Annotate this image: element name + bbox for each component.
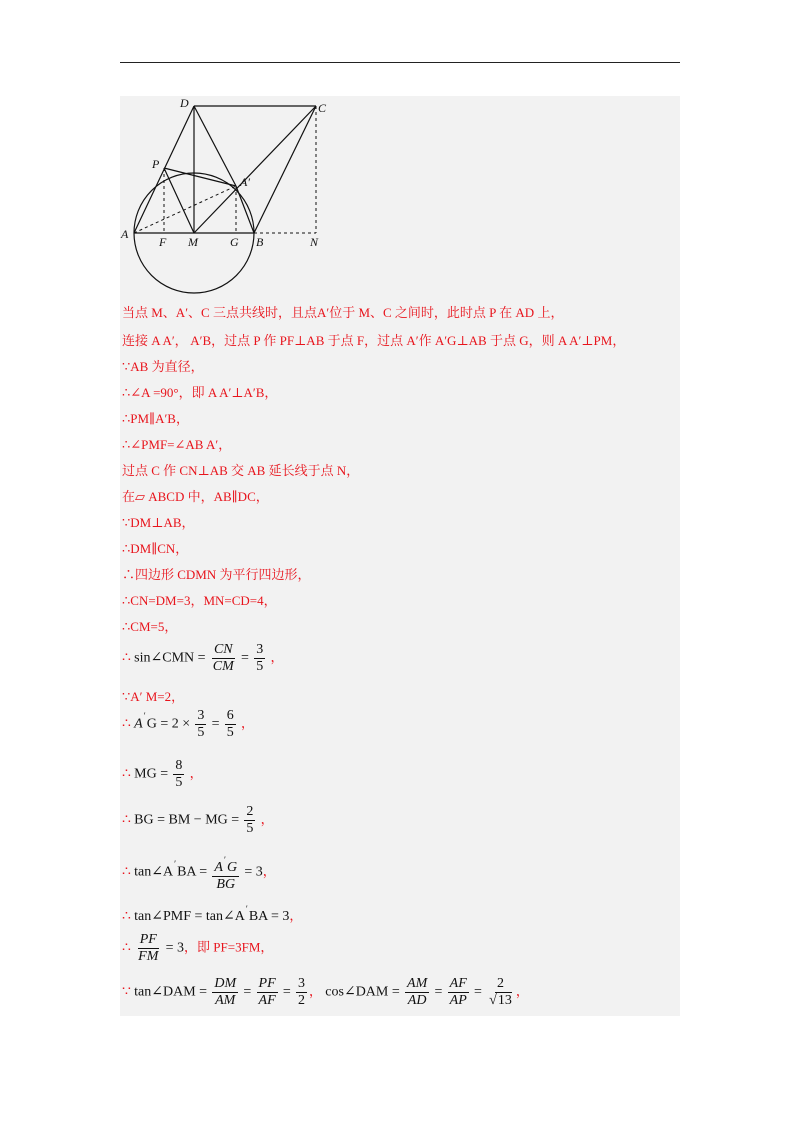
- text-line-6: ∴∠PMF=∠AB A′，: [122, 437, 232, 452]
- segment-mc: [194, 106, 316, 233]
- fraction-numerator: 8: [175, 758, 183, 773]
- fraction-numerator: CN: [213, 642, 233, 657]
- fraction-numerator: PF: [258, 976, 276, 991]
- fraction-denominator: BG: [216, 877, 236, 892]
- fraction: [254, 642, 265, 675]
- fraction-denominator: AD: [407, 993, 427, 1008]
- equation-mg: [122, 758, 203, 791]
- equation-pf-fm: [122, 932, 273, 965]
- eq-text: G = 2 ×: [146, 716, 191, 732]
- equation-tan-a-prime-ba: [122, 852, 276, 893]
- label-g: G: [230, 235, 239, 249]
- therefore-symbol: ∴: [122, 909, 131, 924]
- text-line-1: 当点 M、A′、C 三点共线时，且点A′位于 M、C 之间时，此时点 P 在 AD 上，: [122, 305, 564, 320]
- fraction-numerator: 3: [197, 708, 205, 723]
- eq-text: MG =: [134, 766, 169, 782]
- eq-text: A: [214, 860, 223, 875]
- comma: ，: [270, 649, 284, 665]
- fraction: [212, 852, 239, 893]
- comma: ，: [515, 983, 529, 999]
- because-symbol: ∵: [122, 984, 131, 1000]
- fraction-denominator: √13: [489, 993, 512, 1008]
- comma: ，: [289, 908, 303, 923]
- eq-text: A: [134, 716, 143, 732]
- eq-text: cos∠DAM =: [325, 984, 400, 1000]
- comma: ，: [241, 715, 255, 731]
- text-line-2: 连接 A A′， A′B，过点 P 作 PF⊥AB 于点 F，过点 A′作 A′G⊥AB 于点 G，则 A A′⊥PM，: [122, 333, 626, 348]
- therefore-symbol: ∴: [122, 766, 131, 782]
- solution-panel: [120, 96, 680, 1016]
- fraction-numerator: AM: [407, 976, 428, 991]
- label-b: B: [256, 235, 264, 249]
- therefore-symbol: ∴: [122, 716, 131, 732]
- eq-text: sin∠CMN =: [134, 650, 206, 666]
- label-d: D: [180, 96, 189, 110]
- fraction: [173, 758, 184, 791]
- label-n: N: [310, 235, 319, 249]
- text-line-7: 过点 C 作 CN⊥AB 交 AB 延长线于点 N，: [122, 463, 360, 478]
- fraction-numerator: 3: [256, 642, 264, 657]
- comma: ，: [260, 811, 274, 827]
- prime-mark: ′: [143, 711, 146, 722]
- fraction-numerator: PF: [139, 932, 157, 947]
- equation-tan-pmf: [122, 904, 302, 925]
- segment-da-prime: [194, 106, 236, 186]
- prime-mark: ′: [223, 855, 226, 865]
- therefore-symbol: ∴: [122, 940, 131, 956]
- eq-text: BA = 3: [248, 909, 290, 924]
- fraction-denominator: AP: [449, 993, 467, 1008]
- comma: ，: [189, 765, 203, 781]
- label-m: M: [188, 235, 198, 249]
- eq-text: =: [211, 716, 220, 732]
- text-line-4: ∴∠A =90°，即 A A′⊥A′B，: [122, 385, 278, 400]
- segment-pm: [164, 168, 194, 233]
- fraction-numerator: [212, 852, 239, 877]
- radicand: 13: [497, 993, 512, 1008]
- equation-tan-cos-dam: [122, 976, 529, 1009]
- fraction-denominator: 5: [246, 821, 254, 836]
- label-c: C: [318, 101, 327, 115]
- label-a: A: [121, 227, 129, 241]
- eq-text: =: [474, 984, 482, 1000]
- text-line-8: 在▱ ABCD 中，AB∥DC，: [122, 489, 269, 504]
- fraction: [244, 804, 255, 837]
- eq-text: =: [434, 984, 443, 1000]
- fraction: [296, 976, 307, 1009]
- label-f: F: [159, 235, 167, 249]
- fraction-denominator: 5: [197, 725, 205, 740]
- fraction-numerator: DM: [214, 976, 237, 991]
- prime-mark: ′: [245, 904, 248, 914]
- prime-mark: ′: [174, 859, 177, 870]
- fraction: [487, 976, 514, 1009]
- header-rule: [120, 62, 680, 63]
- comma: ，: [309, 983, 323, 999]
- comma: ，: [262, 863, 276, 879]
- fraction-denominator: AM: [215, 993, 236, 1008]
- therefore-symbol: ∴: [122, 864, 131, 880]
- fraction: [211, 642, 236, 675]
- fraction-numerator: 2: [497, 976, 504, 991]
- eq-text: G: [226, 860, 238, 875]
- segment-cb: [254, 106, 316, 233]
- eq-text: tan∠A: [134, 864, 174, 880]
- fraction-numerator: 3: [298, 976, 306, 991]
- text-line-5: ∴PM∥A′B，: [122, 411, 189, 426]
- text-line-11: ∴四边形 CDMN 为平行四边形，: [122, 567, 311, 582]
- equation-sin-cmn: [122, 642, 283, 675]
- fraction-denominator: AF: [258, 993, 276, 1008]
- label-p: P: [152, 157, 160, 171]
- fraction-denominator: 5: [256, 659, 264, 674]
- segment-a-prime-b: [236, 186, 254, 233]
- therefore-symbol: ∴: [122, 812, 131, 828]
- text-line-3: ∵AB 为直径，: [122, 359, 204, 374]
- eq-text: BA =: [177, 864, 208, 880]
- fraction: [225, 708, 236, 741]
- eq-text: tan∠DAM =: [134, 984, 208, 1000]
- therefore-symbol: ∴: [122, 650, 131, 666]
- fraction: [257, 976, 278, 1009]
- fraction: [405, 976, 429, 1009]
- text-line-13: ∴CM=5，: [122, 619, 178, 634]
- fraction-denominator: 5: [226, 725, 234, 740]
- text-line-12: ∴CN=DM=3，MN=CD=4，: [122, 593, 277, 608]
- fraction-denominator: 5: [175, 775, 183, 790]
- label-a-prime: A′: [240, 175, 250, 189]
- fraction-denominator: CM: [212, 659, 234, 674]
- fraction-numerator: AF: [449, 976, 467, 991]
- equation-a-prime-g: [122, 708, 254, 741]
- eq-text: =: [241, 650, 249, 666]
- fraction: [136, 932, 160, 965]
- eq-text: ，即 PF=3FM，: [184, 939, 274, 955]
- eq-text: BG = BM − MG =: [134, 812, 240, 828]
- eq-text: tan∠PMF = tan∠A: [134, 909, 245, 924]
- fraction: [212, 976, 238, 1009]
- text-line-10: ∴DM∥CN，: [122, 541, 189, 556]
- fraction: [195, 708, 206, 741]
- fraction-denominator: 2: [298, 993, 306, 1008]
- fraction-numerator: 2: [246, 804, 254, 819]
- geometry-figure: [120, 96, 340, 296]
- eq-text: = 3: [244, 864, 263, 880]
- fraction-numerator: 6: [226, 708, 234, 723]
- equation-bg: [122, 804, 274, 837]
- text-line-15: ∵A′ M=2，: [122, 689, 185, 704]
- eq-text: = 3: [165, 940, 185, 956]
- fraction-denominator: FM: [138, 949, 159, 964]
- eq-text: =: [243, 984, 252, 1000]
- fraction: [448, 976, 469, 1009]
- segment-pa-prime: [164, 168, 236, 186]
- eq-text: =: [282, 984, 291, 1000]
- text-line-9: ∵DM⊥AB，: [122, 515, 195, 530]
